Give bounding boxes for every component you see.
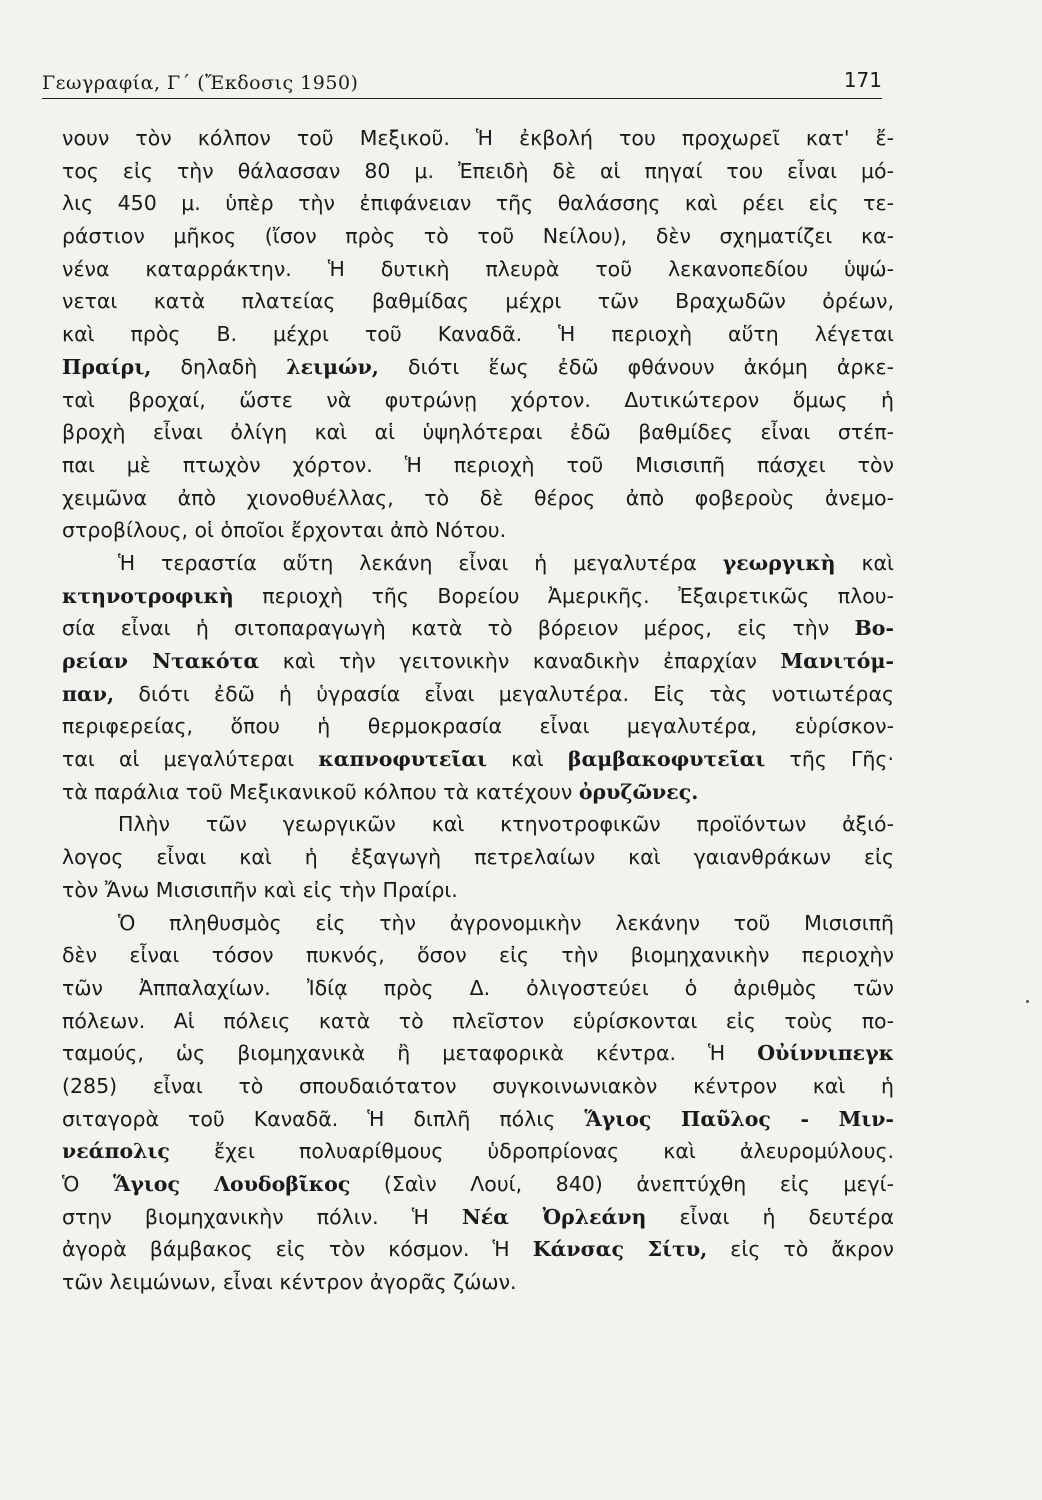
bold-term: βαμβακοφυτεῖαι [567, 747, 766, 772]
text-line [62, 187, 894, 220]
bold-term: παν, [62, 681, 115, 706]
body-text [62, 122, 894, 1299]
text-line [62, 155, 894, 188]
bold-term: Πραίρι, [62, 354, 152, 379]
text-segment: τὰ παράλια τοῦ Μεξικανικοῦ κόλπου τὰ κατέχουν [62, 779, 579, 804]
text-line [62, 1070, 894, 1103]
text-segment: διότι ἕως ἐδῶ φθάνουν ἀκόμη ἀρκε- [378, 354, 894, 379]
bold-term: ρείαν Ντακότα [62, 649, 260, 673]
text-segment: νεται κατὰ πλατείας βαθμίδας μέχρι τῶν Βραχωδῶν ὀρέων, [62, 289, 894, 314]
text-segment: καὶ τὴν γειτονικὴν καναδικὴν ἐπαρχίαν [259, 649, 781, 673]
text-line [62, 710, 894, 743]
running-header [42, 68, 882, 99]
bold-term: κτηνοτροφικὴ [62, 583, 234, 608]
text-line [62, 612, 894, 645]
text-line [62, 384, 894, 417]
text-line [62, 645, 894, 678]
text-segment: τῆς Γῆς· [765, 747, 894, 772]
text-line [62, 285, 894, 318]
text-segment: Ὁ πληθυσμὸς εἰς τὴν ἀγρονομικὴν λεκάνην τοῦ Μισισιπῆ [118, 910, 894, 935]
text-segment: τὸν Ἄνω Μισισιπῆν καὶ εἰς τὴν Πραίρι. [62, 877, 458, 902]
bold-term: Ἅγιος Παῦλος - Μιν- [584, 1106, 894, 1131]
text-line [62, 841, 894, 874]
text-line [62, 776, 894, 809]
text-segment: ταμούς, ὡς βιομηχανικὰ ἢ μεταφορικὰ κέντρα. Ἡ [62, 1041, 758, 1066]
page-number: 171 [843, 68, 882, 92]
bold-term: καπνοφυτεῖαι [318, 747, 488, 772]
text-line [62, 514, 894, 547]
text-segment: σιταγορὰ τοῦ Καναδᾶ. Ἡ διπλῆ πόλις [62, 1106, 585, 1131]
text-segment: πόλεων. Αἱ πόλεις κατὰ τὸ πλεῖστον εὑρίσκονται εἰς τοὺς πο- [62, 1008, 894, 1033]
text-segment: Ὁ [62, 1172, 113, 1196]
text-line [62, 972, 894, 1005]
text-line [62, 580, 894, 613]
text-segment: τῶν λειμώνων, εἶναι κέντρον ἀγορᾶς ζώων. [62, 1270, 517, 1295]
text-line [62, 122, 894, 155]
running-header-title: Γεωγραφία, Γ΄ (Ἔκδοσις 1950) [42, 72, 359, 94]
text-segment: (285) εἶναι τὸ σπουδαιότατον συγκοινωνιακὸν κέντρον καὶ ἡ [62, 1073, 894, 1098]
text-segment: νουν τὸν κόλπον τοῦ Μεξικοῦ. Ἡ ἐκβολή του προχωρεῖ κατ' ἔ- [62, 126, 894, 150]
text-segment: τος εἰς τὴν θάλασσαν 80 μ. Ἐπειδὴ δὲ αἱ πηγαί του εἶναι μό- [62, 158, 894, 183]
bold-term: ὀρυζῶνες. [578, 779, 699, 804]
text-segment: λις 450 μ. ὑπὲρ τὴν ἐπιφάνειαν τῆς θαλάσσης καὶ ρέει εἰς τε- [62, 191, 894, 216]
text-segment: ράστιον μῆκος (ἴσον πρὸς τὸ τοῦ Νείλου), δὲν σχηματίζει κα- [62, 224, 894, 249]
bold-term: Μανιτόμ- [780, 649, 894, 673]
text-segment: καὶ [487, 747, 568, 772]
text-segment: Ἡ τεραστία αὕτη λεκάνη εἶναι ἡ μεγαλυτέρα [118, 550, 723, 575]
text-line [62, 547, 894, 580]
text-segment: διότι ἐδῶ ἡ ὑγρασία εἶναι μεγαλυτέρα. Εἰς τὰς νοτιωτέρας [114, 681, 894, 706]
text-line [62, 1037, 894, 1070]
bold-term: Οὐίννιπεγκ [757, 1041, 894, 1066]
text-line [62, 1005, 894, 1038]
text-line [62, 1201, 894, 1234]
text-line [62, 907, 894, 940]
text-segment: ται αἱ μεγαλύτεραι [62, 747, 319, 772]
text-line [62, 1266, 894, 1299]
text-segment: περιοχὴ τῆς Βορείου Ἀμερικῆς. Ἐξαιρετικῶς πλου- [233, 583, 894, 608]
text-line [62, 939, 894, 972]
text-segment: ἀγορὰ βάμβακος εἰς τὸν κόσμον. Ἡ [62, 1237, 533, 1262]
text-segment: καὶ πρὸς Β. μέχρι τοῦ Καναδᾶ. Ἡ περιοχὴ αὕτη λέγεται [62, 322, 894, 347]
text-line [62, 351, 894, 384]
text-segment: εἶναι ἡ δευτέρα [646, 1204, 894, 1229]
text-segment: παι μὲ πτωχὸν χόρτον. Ἡ περιοχὴ τοῦ Μισισιπῆ πάσχει τὸν [62, 452, 894, 477]
text-segment: δὲν εἶναι τόσον πυκνός, ὅσον εἰς τὴν βιομηχανικὴν περιοχὴν [62, 943, 894, 968]
text-line [62, 678, 894, 711]
text-line [62, 220, 894, 253]
bold-term: Ἅγιος Λουδοβῖκος [112, 1172, 351, 1196]
bold-term: Νέα Ὀρλεάνη [461, 1204, 647, 1229]
text-line [62, 808, 894, 841]
bold-term: νεάπολις [62, 1139, 170, 1164]
text-segment: ταὶ βροχαί, ὥστε νὰ φυτρώνῃ χόρτον. Δυτικώτερον ὅμως ἡ [62, 387, 894, 412]
text-segment: νένα καταρράκτην. Ἡ δυτικὴ πλευρὰ τοῦ λεκανοπεδίου ὑψώ- [62, 256, 894, 281]
text-line [62, 482, 894, 515]
text-segment: βροχὴ εἶναι ὀλίγη καὶ αἱ ὑψηλότεραι ἐδῶ βαθμίδες εἶναι στέπ- [62, 420, 894, 445]
text-line [62, 318, 894, 351]
bold-term: Βο- [854, 616, 894, 641]
margin-speck [1026, 1000, 1029, 1003]
text-line [62, 449, 894, 482]
text-segment: ἔχει πολυαρίθμους ὑδροπρίονας καὶ ἀλευρομύλους. [169, 1139, 894, 1164]
text-line [62, 1135, 894, 1168]
bold-term: γεωργικὴ [722, 550, 836, 575]
text-line [62, 253, 894, 286]
text-segment: τῶν Ἀππαλαχίων. Ἰδίᾳ πρὸς Δ. ὀλιγοστεύει ὁ ἀριθμὸς τῶν [62, 975, 894, 1000]
text-segment: στροβίλους, οἱ ὁποῖοι ἔρχονται ἀπὸ Νότου. [62, 518, 507, 543]
text-segment: καὶ [835, 550, 894, 575]
text-segment: (Σαὶν Λουί, 840) ἀνεπτύχθη εἰς μεγί- [350, 1172, 895, 1196]
text-segment: χειμῶνα ἀπὸ χιονοθυέλλας, τὸ δὲ θέρος ἀπὸ φοβεροὺς ἀνεμο- [62, 485, 894, 510]
text-line [62, 1233, 894, 1266]
bold-term: λειμών, [286, 354, 379, 379]
text-line [62, 1103, 894, 1136]
text-segment: Πλὴν τῶν γεωργικῶν καὶ κτηνοτροφικῶν προϊόντων ἀξιό- [118, 812, 894, 837]
bold-term: Κάνσας Σίτυ, [532, 1237, 708, 1262]
text-segment: σία εἶναι ἡ σιτοπαραγωγὴ κατὰ τὸ βόρειον μέρος, εἰς τὴν [62, 616, 855, 641]
text-line [62, 1168, 894, 1201]
text-segment: στην βιομηχανικὴν πόλιν. Ἡ [62, 1204, 462, 1229]
text-segment: εἰς τὸ ἄκρον [707, 1237, 894, 1262]
text-segment: περιφερείας, ὅπου ἡ θερμοκρασία εἶναι μεγαλυτέρα, εὑρίσκον- [62, 714, 894, 739]
text-line [62, 874, 894, 907]
text-segment: δηλαδὴ [151, 354, 287, 379]
text-line [62, 416, 894, 449]
text-line [62, 743, 894, 776]
text-segment: λογος εἶναι καὶ ἡ ἐξαγωγὴ πετρελαίων καὶ γαιανθράκων εἰς [62, 845, 894, 870]
